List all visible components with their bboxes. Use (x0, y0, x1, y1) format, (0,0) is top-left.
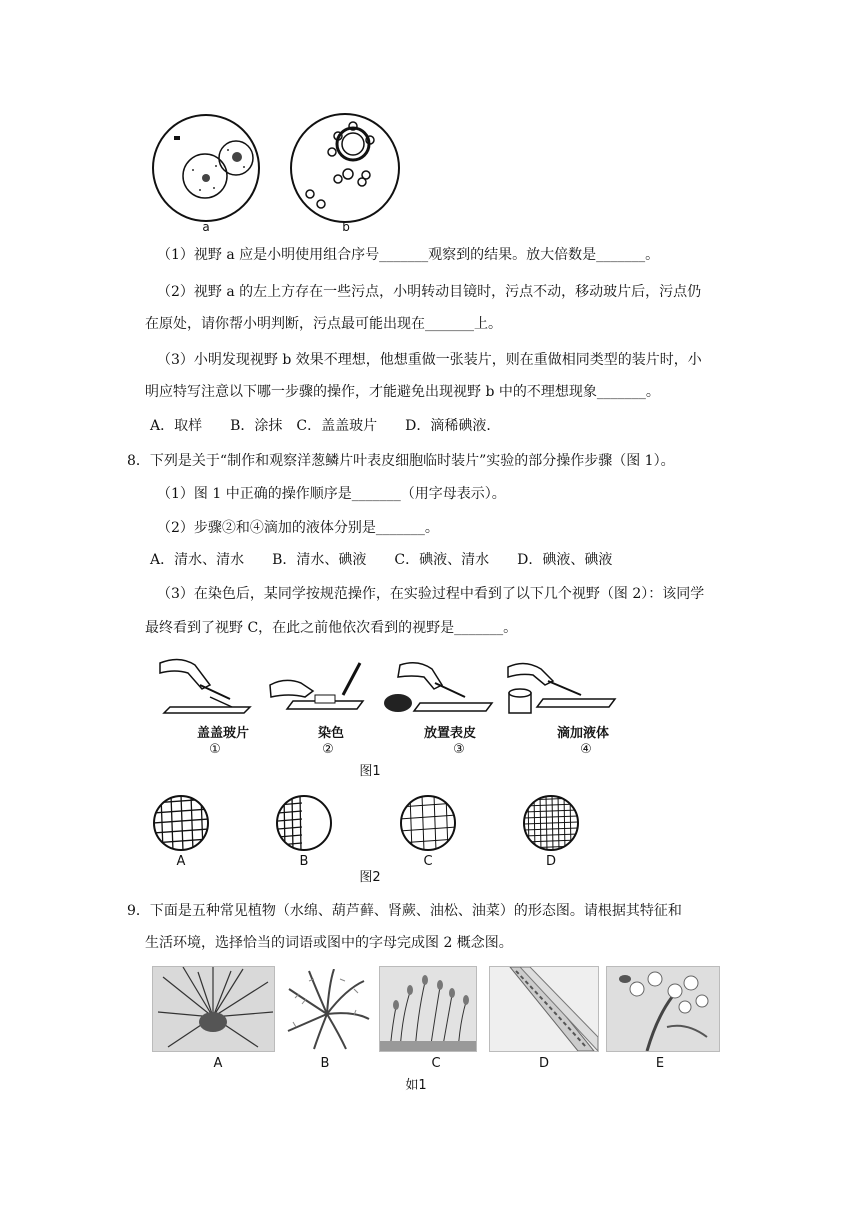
fig1-step2-number: ② (322, 742, 334, 757)
fig2-caption: 图2 (359, 870, 381, 885)
q8-part1: （1）图 1 中正确的操作顺序是_______（用字母表示）。 (157, 486, 506, 502)
fig1-step3-number: ③ (453, 742, 465, 757)
fig2-label-c: C (423, 854, 433, 869)
view-label-a: a (202, 220, 210, 234)
fig1-step4-number: ④ (580, 742, 592, 757)
fig2-label-b: B (299, 854, 309, 869)
q8-part3-line2: 最终看到了视野 C，在此之前他依次看到的视野是_______。 (145, 620, 518, 636)
q7-part2-line1: （2）视野 a 的左上方存在一些污点，小明转动目镜时，污点不动，移动玻片后，污点仍 (157, 284, 702, 300)
fig2-view-c (400, 795, 456, 851)
fig1-caption: 图1 (359, 764, 381, 779)
view-label-b: b (342, 220, 350, 234)
q7-part3-line2: 明应特写注意以下哪一步骤的操作，才能避免出现视野 b 中的不理想现象_______。 (145, 384, 660, 400)
plant-label-a: A (213, 1056, 223, 1071)
plant-label-e: E (655, 1056, 665, 1071)
plant-photo-b (283, 968, 371, 1052)
fig2-label-d: D (545, 854, 556, 869)
fig1-step3-illustration (380, 655, 500, 715)
plant-photo-c (379, 966, 477, 1052)
microscope-views-figure (150, 112, 410, 237)
fig1-step2-illustration (265, 655, 375, 715)
q7-part1: （1）视野 a 应是小明使用组合序号_______观察到的结果。放大倍数是_______。 (157, 247, 660, 263)
fig1-step2-label: 染色 (317, 726, 344, 741)
fig1-step3-label: 放置表皮 (423, 726, 476, 741)
fig2-view-b (276, 795, 332, 851)
plant-label-d: D (538, 1056, 549, 1071)
fig1-step1-illustration (150, 655, 260, 715)
plant-photo-a (152, 966, 275, 1052)
plant-photo-d (489, 966, 599, 1052)
fig1-step1-number: ① (209, 742, 221, 757)
q8-stem: 8．下列是关于“制作和观察洋葱鳞片叶表皮细胞临时装片”实验的部分操作步骤（图 1）。 (127, 453, 675, 469)
q8-part2: （2）步骤②和④滴加的液体分别是_______。 (157, 520, 439, 536)
plants-caption: 如1 (405, 1078, 427, 1093)
q9-stem-line2: 生活环境，选择恰当的词语或图中的字母完成图 2 概念图。 (145, 935, 513, 951)
q7-part3-line1: （3）小明发现视野 b 效果不理想，他想重做一张装片，则在重做相同类型的装片时，小 (157, 352, 702, 368)
fig1-step1-label: 盖盖玻片 (196, 726, 249, 741)
q7-options: A．取样 B．涂抹 C．盖盖玻片 D．滴稀碘液． (150, 418, 501, 434)
fig2-view-a (153, 795, 209, 851)
q8-part3-line1: （3）在染色后，某同学按规范操作，在实验过程中看到了以下几个视野（图 2）：该同学 (157, 586, 705, 602)
plant-photo-e (606, 966, 720, 1052)
fig1-step4-label: 滴加液体 (556, 726, 609, 741)
plant-label-b: B (320, 1056, 330, 1071)
fig2-view-d (523, 795, 579, 851)
q8-options: A．清水、清水 B．清水、碘液 C．碘液、清水 D．碘液、碘液 (150, 552, 613, 568)
q9-stem-line1: 9．下面是五种常见植物（水绵、葫芦藓、肾蕨、油松、油菜）的形态图。请根据其特征和 (127, 903, 682, 919)
q7-part2-line2: 在原处，请你帮小明判断，污点最可能出现在_______上。 (145, 316, 502, 332)
plant-label-c: C (431, 1056, 441, 1071)
fig1-step4-illustration (503, 655, 618, 715)
fig2-label-a: A (176, 854, 186, 869)
